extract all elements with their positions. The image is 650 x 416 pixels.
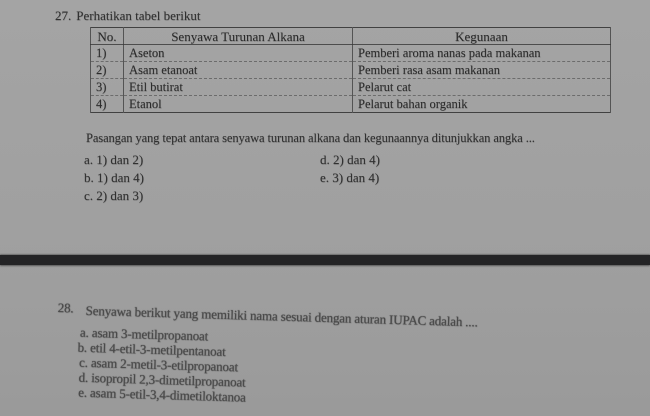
question-27-title-line <box>55 8 200 24</box>
question-27-title: Perhatikan tabel berikut <box>76 8 201 23</box>
question-27-option-d: d. 2) dan 4) <box>320 152 380 167</box>
table-row <box>91 96 611 113</box>
question-28-block <box>55 299 618 416</box>
question-28-option-c: c. asam 2-metil-3-etilpropanoat <box>78 354 239 375</box>
question-28-text: Senyawa berikut yang memiliki nama sesuai dengan aturan IUPAC adalah .... <box>85 302 478 330</box>
row-number-cell: 4) <box>91 96 124 113</box>
use-cell: Pelarut cat <box>353 79 611 96</box>
row-number-cell: 3) <box>91 79 124 96</box>
table-header-row <box>91 28 611 45</box>
column-header-use: Kegunaan <box>353 28 611 45</box>
column-header-compound: Senyawa Turunan Alkana <box>124 28 353 45</box>
question-27-option-e: e. 3) dan 4) <box>320 170 380 185</box>
use-cell: Pemberi rasa asam makanan <box>353 62 611 79</box>
table-row <box>91 45 611 62</box>
table-row <box>91 79 611 96</box>
row-number-cell: 2) <box>91 62 124 79</box>
compound-cell: Asam etanoat <box>124 62 353 79</box>
question-27-option-b: b. 1) dan 4) <box>84 170 144 185</box>
table-row <box>91 62 611 79</box>
row-number-cell: 1) <box>91 45 124 62</box>
question-28-option-d: d. isopropil 2,3-dimetilpropanoat <box>78 369 246 390</box>
scan-seam-divider <box>0 255 650 265</box>
use-cell: Pelarut bahan organik <box>353 96 611 113</box>
question-28-number: 28. <box>57 299 74 316</box>
compound-cell: Etanol <box>124 96 353 113</box>
question-27-option-c: c. 2) dan 3) <box>84 188 144 203</box>
question-27-number: 27. <box>55 8 72 23</box>
use-cell: Pemberi aroma nanas pada makanan <box>353 45 611 62</box>
question-28-option-a: a. asam 3-metilpropanoat <box>79 324 209 344</box>
compound-cell: Aseton <box>124 45 353 62</box>
column-header-no: No. <box>91 28 124 45</box>
question-28-option-e: e. asam 5-etil-3,4-dimetiloktanoa <box>78 384 247 405</box>
question-27-text: Pasangan yang tepat antara senyawa turunan alkana dan kegunaannya ditunjukkan angka ... <box>86 131 535 145</box>
question-28-option-b: b. etil 4-etil-3-metilpentanoat <box>77 339 226 359</box>
compounds-uses-table <box>90 27 611 113</box>
question-27-option-a: a. 1) dan 2) <box>84 152 144 167</box>
compound-cell: Etil butirat <box>124 79 353 96</box>
